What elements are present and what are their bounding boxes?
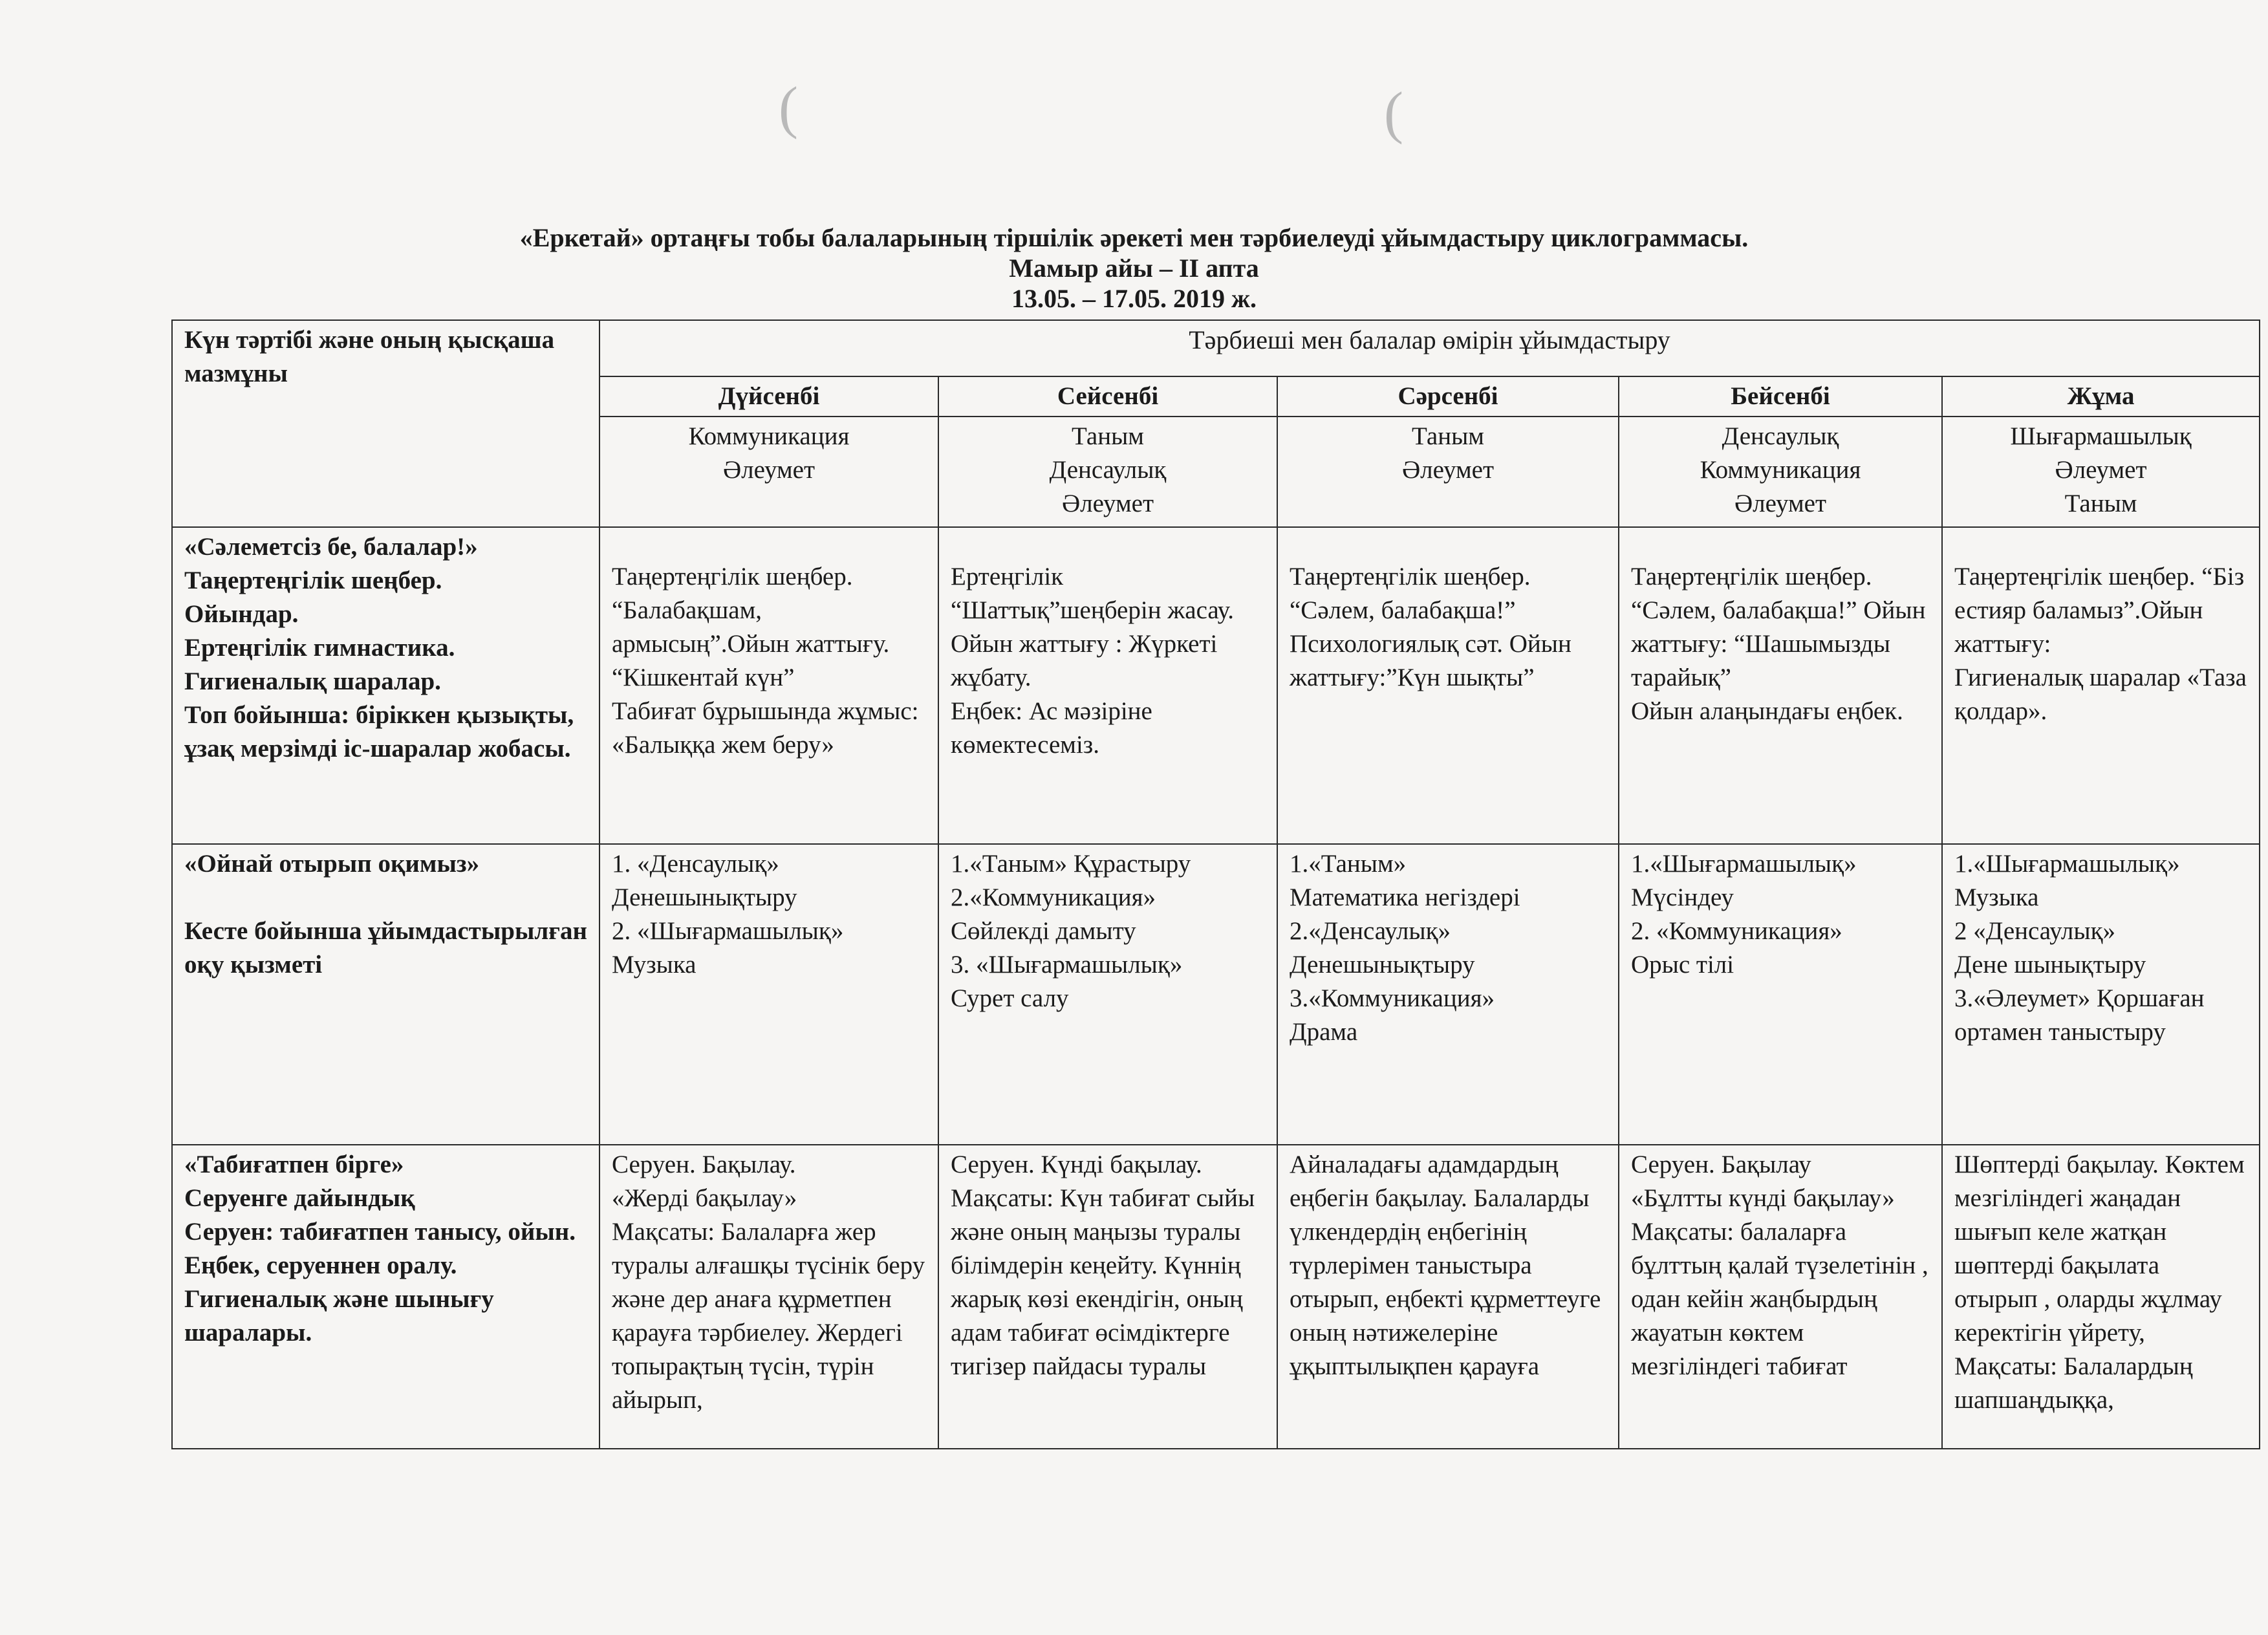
cell-walk-thursday: Серуен. Бақылау «Бұлтты күнді бақылау» Мақсаты: балаларға бұлттың қалай түзелетінін , одан кейін жаңбырдың жауатын көктем мезгіліндегі табиғат — [1619, 1145, 1942, 1449]
day-header-thursday: Бейсенбі — [1619, 376, 1942, 417]
month-week: Мамыр айы – II апта — [1009, 254, 1259, 283]
cell-lessons-monday: 1. «Денсаулық» Денешынықтыру 2. «Шығармашылық» Музыка — [599, 844, 938, 1145]
day-areas-thursday: Денсаулық Коммуникация Әлеумет — [1619, 417, 1942, 527]
corner-label: Күн тәртібі және оның қысқаша мазмұны — [172, 320, 599, 527]
cell-walk-monday: Серуен. Бақылау. «Жерді бақылау» Мақсаты: Балаларға жер туралы алғашқы түсінік беру және дер анаға құрметпен қарауға тәрбиелеу. Жердегі топырақтың түсін, түрін айырып, — [599, 1145, 938, 1449]
cell-morning-friday: Таңертеңгілік шеңбер. “Біз естияр баламыз”.Ойын жаттығу: Гигиеналық шаралар «Таза қолдар». — [1942, 527, 2260, 844]
cell-morning-tuesday: Ертеңгілік “Шаттық”шеңберін жасау. Ойын жаттығу : Жүркеті жұбату. Еңбек: Ас мәзіріне көмектесеміз. — [938, 527, 1277, 844]
day-header-wednesday: Сәрсенбі — [1277, 376, 1619, 417]
day-areas-friday: Шығармашылық Әлеумет Таным — [1942, 417, 2260, 527]
day-areas-wednesday: Таным Әлеумет — [1277, 417, 1619, 527]
document-title: «Еркетай» ортаңғы тобы балаларының тіршілік әрекеті мен тәрбиелеуді ұйымдастыру циклограммасы. — [519, 223, 1749, 252]
day-areas-monday: Коммуникация Әлеумет — [599, 417, 938, 527]
cell-walk-friday: Шөптерді бақылау. Көктем мезгіліндегі жаңадан шығып келе жатқан шөптерді бақылата отырып , оларды жұлмау керектігін үйрету, Мақсаты: Балалардың шапшаңдыққа, — [1942, 1145, 2260, 1449]
cell-morning-wednesday: Таңертеңгілік шеңбер. “Сәлем, балабақша!” Психологиялық сәт. Ойын жаттығу:”Күн шықты” — [1277, 527, 1619, 844]
day-header-tuesday: Сейсенбі — [938, 376, 1277, 417]
cell-lessons-friday: 1.«Шығармашылық» Музыка 2 «Денсаулық» Дене шынықтыру 3.«Әлеумет» Қоршаған ортамен таныстыру — [1942, 844, 2260, 1145]
scan-artifact-mark: ( — [1384, 81, 1403, 145]
row-label-lessons: «Ойнай отырып оқимыз» Кесте бойынша ұйымдастырылған оқу қызметі — [172, 844, 599, 1145]
cell-lessons-wednesday: 1.«Таным» Математика негіздері 2.«Денсаулық» Денешынықтыру 3.«Коммуникация» Драма — [1277, 844, 1619, 1145]
cell-lessons-tuesday: 1.«Таным» Құрастыру 2.«Коммуникация» Сөйлекді дамыту 3. «Шығармашылық» Сурет салу — [938, 844, 1277, 1145]
date-range: 13.05. – 17.05. 2019 ж. — [1011, 284, 1257, 313]
day-areas-tuesday: Таным Денсаулық Әлеумет — [938, 417, 1277, 527]
cell-lessons-thursday: 1.«Шығармашылық» Мүсіндеу 2. «Коммуникация» Орыс тілі — [1619, 844, 1942, 1145]
row-label-walk: «Табиғатпен бірге» Серуенге дайындық Серуен: табиғатпен танысу, ойын. Еңбек, серуеннен оралу. Гигиеналық және шынығу шаралары. — [172, 1145, 599, 1449]
day-header-friday: Жұма — [1942, 376, 2260, 417]
cell-morning-monday: Таңертеңгілік шеңбер. “Балабақшам, армысың”.Ойын жаттығу. “Кішкентай күн” Табиғат бұрышында жұмыс: «Балыққа жем беру» — [599, 527, 938, 844]
cell-walk-tuesday: Серуен. Күнді бақылау. Мақсаты: Күн табиғат сыйы және оның маңызы туралы білімдерін кеңейту. Күннің жарық көзі екендігін, оның адам табиғат өсімдіктерге тигізер пайдасы туралы — [938, 1145, 1277, 1449]
cell-walk-wednesday: Айналадағы адамдардың еңбегін бақылау. Балаларды үлкендердің еңбегінің түрлерімен таныстыра отырып, еңбекті құрметтеуге оның нәтижелеріне ұқыптылықпен қарауға — [1277, 1145, 1619, 1449]
day-header-monday: Дүйсенбі — [599, 376, 938, 417]
row-label-morning: «Сәлеметсіз бе, балалар!» Таңертеңгілік шеңбер. Ойындар. Ертеңгілік гимнастика. Гигиеналық шаралар. Топ бойынша: біріккен қызықты, ұзақ мерзімді іс-шаралар жобасы. — [172, 527, 599, 844]
group-header: Тәрбиеші мен балалар өмірін ұйымдастыру — [599, 320, 2260, 376]
document-header — [0, 222, 2268, 314]
cyclogram-table — [171, 319, 2260, 1449]
scan-artifact-mark: ( — [779, 76, 798, 140]
cell-morning-thursday: Таңертеңгілік шеңбер. “Сәлем, балабақша!” Ойын жаттығу: “Шашымызды тарайық” Ойын алаңындағы еңбек. — [1619, 527, 1942, 844]
